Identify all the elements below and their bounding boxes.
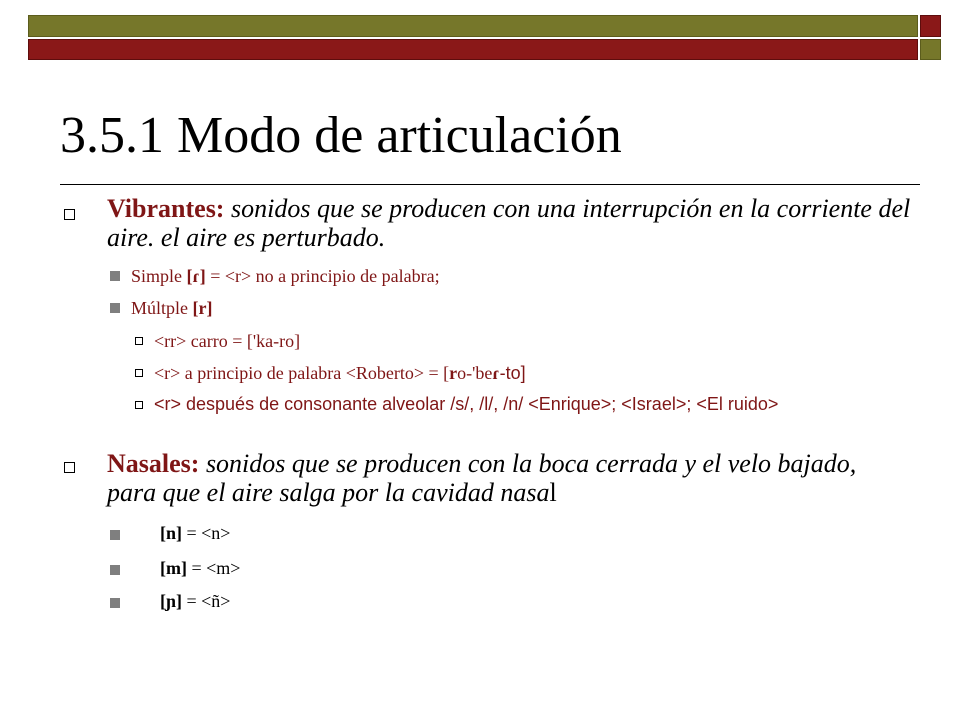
r-after-consonant-value: <r> después de consonante alveolar /s/, /l/, /n/ <Enrique>; <Israel>; <El ruido> — [154, 394, 779, 414]
r-initial-text — [154, 362, 526, 384]
hollow-square-icon — [64, 462, 75, 473]
r-initial-flap: ɾ — [492, 363, 500, 383]
title-divider — [60, 184, 920, 185]
nasales-tail: l — [549, 478, 557, 507]
nasales-definition: sonidos que se producen con la boca cerrada y el velo bajado, para que el aire salga por la cavidad nasa — [107, 449, 857, 507]
filled-square-icon — [110, 530, 120, 540]
slide-title: 3.5.1 Modo de articulación — [60, 107, 622, 164]
red-bar-bottom — [28, 39, 918, 60]
nasal-ny-text — [160, 590, 230, 612]
multiple-label: Múltple — [131, 298, 193, 318]
vibrantes-text — [107, 194, 927, 252]
r-initial-part-c: -to] — [499, 363, 526, 383]
filled-square-icon — [110, 271, 120, 281]
filled-square-icon — [110, 565, 120, 575]
rr-example-value: <rr> carro = ['ka-ro] — [154, 331, 301, 351]
multiple-text — [131, 297, 212, 319]
r-initial-bold-r: r — [449, 363, 458, 383]
r-initial-part-b: o-'be — [457, 363, 493, 383]
multiple-symbol: [r] — [192, 298, 213, 318]
hollow-square-icon — [64, 209, 75, 220]
olive-bar-top — [28, 15, 918, 37]
r-after-consonant-text — [154, 393, 894, 415]
simple-label: Simple — [131, 266, 187, 286]
rr-example-text — [154, 330, 300, 352]
small-hollow-square-icon — [135, 369, 143, 377]
r-initial-part-a: <r> a principio de palabra <Roberto> = [ — [154, 363, 450, 383]
nasal-ny-value: = <ñ> — [182, 591, 231, 611]
nasal-ny-symbol: [ɲ] — [160, 591, 182, 611]
nasal-n-symbol: [n] — [160, 523, 182, 543]
olive-square-bottom — [920, 39, 941, 60]
simple-text — [131, 265, 440, 287]
small-hollow-square-icon — [135, 401, 143, 409]
header-decoration — [0, 0, 960, 70]
vibrantes-label: Vibrantes: — [107, 194, 225, 223]
nasales-text — [107, 449, 907, 507]
filled-square-icon — [110, 303, 120, 313]
red-square-top — [920, 15, 941, 37]
nasales-label: Nasales: — [107, 449, 200, 478]
filled-square-icon — [110, 598, 120, 608]
simple-desc: = <r> no a principio de palabra; — [205, 266, 440, 286]
nasal-m-text — [160, 557, 240, 579]
small-hollow-square-icon — [135, 337, 143, 345]
nasal-n-text — [160, 522, 230, 544]
nasal-m-symbol: [m] — [160, 558, 187, 578]
nasal-m-value: = <m> — [186, 558, 241, 578]
nasal-n-value: = <n> — [182, 523, 231, 543]
simple-symbol: [ɾ] — [186, 266, 206, 286]
vibrantes-definition: sonidos que se producen con una interrupción en la corriente del aire. el aire es perturbado. — [107, 194, 911, 252]
